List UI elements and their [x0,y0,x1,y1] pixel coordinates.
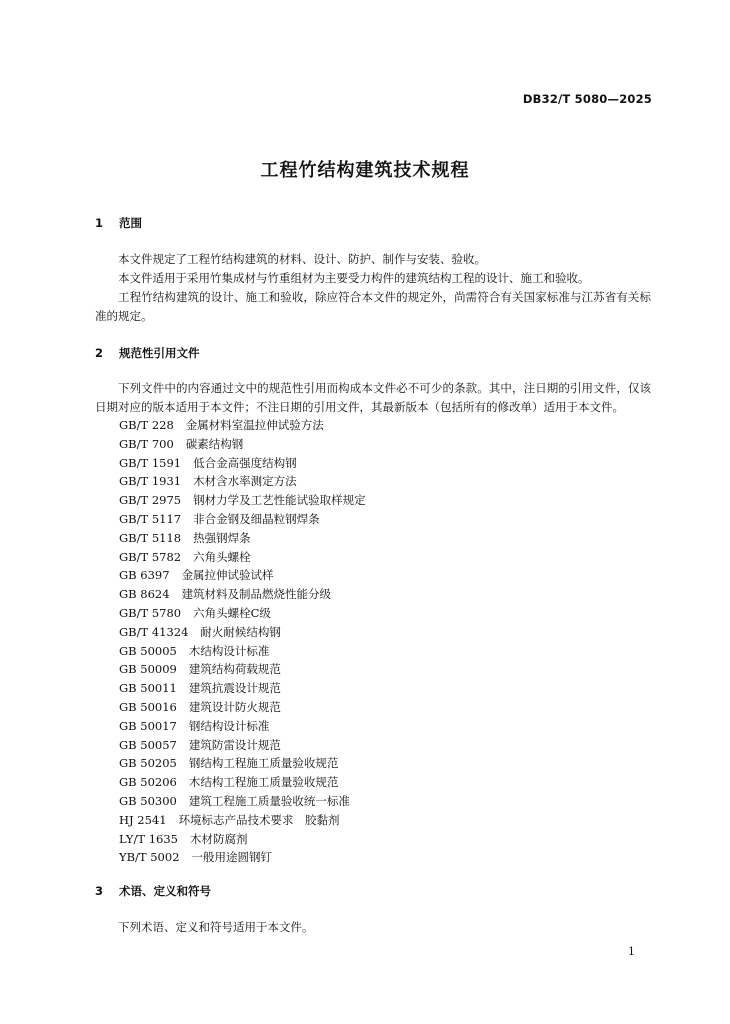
reference-name: 木结构设计标准 [188,643,270,658]
reference-item [119,416,366,435]
reference-name: 钢材力学及工艺性能试验取样规定 [193,493,366,508]
reference-item [119,454,366,473]
reference-item [119,604,366,623]
reference-item [119,811,366,830]
reference-code: GB 50057 [119,737,177,752]
reference-code: YB/T 5002 [119,850,180,865]
reference-code: GB 50005 [119,643,177,658]
section-title: 范围 [119,216,142,230]
reference-name: 木材防腐剂 [189,831,248,846]
reference-name: 低合金高强度结构钢 [193,455,297,470]
reference-code: GB/T 228 [119,418,174,432]
reference-name: 六角头螺栓 [193,549,251,564]
reference-name: 木结构工程施工质量验收规范 [188,775,339,790]
reference-code: GB 50205 [119,756,177,771]
reference-name: 建筑工程施工质量验收统一标准 [188,793,350,808]
reference-item [119,830,366,849]
reference-item [119,510,366,529]
section-2-intro: 下列文件中的内容通过文中的规范性引用而构成本文件必不可少的条款。其中，注日期的引用文件，仅该日期对应的版本适用于本文件；不注日期的引用文件，其最新版本（包括所有的修改单）适用于本文件。 [95,381,651,414]
reference-item [119,548,366,567]
reference-item [119,679,366,698]
page-number: 1 [628,945,635,958]
reference-name: 环境标志产品技术要求 胶黏剂 [178,812,340,827]
reference-name: 建筑材料及制品燃烧性能分级 [181,587,332,602]
section-title: 术语、定义和符号 [119,884,211,898]
reference-name: 建筑抗震设计规范 [188,681,281,696]
reference-name: 钢结构工程施工质量验收规范 [188,756,339,771]
reference-code: GB 50300 [119,793,177,808]
reference-item [119,660,366,679]
reference-item [119,848,366,867]
reference-name: 建筑结构荷载规范 [188,662,281,677]
reference-item [119,435,366,454]
section-number: 3 [95,884,104,898]
reference-code: GB/T 41324 [119,624,189,639]
document-title: 工程竹结构建筑技术规程 [260,160,470,181]
section-number: 2 [95,346,104,360]
section-1-paragraph-2: 本文件适用于采用竹集成材与竹重组材为主要受力构件的建筑结构工程的设计、施工和验收。 [118,271,590,285]
reference-code: GB 50011 [119,681,177,696]
reference-name: 非合金钢及细晶粒钢焊条 [193,511,320,526]
reference-item [119,491,366,510]
reference-code: GB 50009 [119,662,177,677]
section-3-intro: 下列术语、定义和符号适用于本文件。 [118,920,314,934]
reference-code: GB/T 1931 [119,474,182,489]
reference-code: GB 50017 [119,718,177,733]
reference-item [119,566,366,585]
reference-code: GB/T 700 [119,436,174,451]
section-title: 规范性引用文件 [119,346,200,360]
reference-item [119,717,366,736]
reference-code: GB 50016 [119,699,177,714]
section-3-heading [95,883,211,899]
reference-item [119,773,366,792]
reference-name: 钢结构设计标准 [188,718,270,733]
reference-name: 建筑防雷设计规范 [188,737,281,752]
reference-item [119,472,366,491]
reference-name: 六角头螺栓C级 [193,605,271,620]
section-number: 1 [95,216,104,230]
section-1-paragraph-3: 工程竹结构建筑的设计、施工和验收，除应符合本文件的规定外，尚需符合有关国家标准与江苏省有关标准的规定。 [95,290,651,323]
reference-code: GB 6397 [119,568,170,583]
reference-list [119,416,366,867]
reference-code: GB/T 5782 [119,549,182,564]
reference-name: 一般用途圆钢钉 [191,850,273,865]
section-1-heading [95,215,142,231]
reference-item [119,623,366,642]
reference-name: 金属材料室温拉伸试验方法 [185,418,324,432]
reference-code: LY/T 1635 [119,831,178,846]
reference-name: 碳素结构钢 [185,436,244,451]
reference-item [119,698,366,717]
reference-name: 木材含水率测定方法 [193,474,297,489]
reference-name: 热强钢焊条 [193,530,251,545]
reference-code: GB/T 1591 [119,455,182,470]
reference-item [119,792,366,811]
reference-item [119,642,366,661]
document-code: DB32/T 5080—2025 [522,92,652,106]
reference-name: 金属拉伸试验试样 [181,568,274,583]
reference-item [119,736,366,755]
reference-name: 耐火耐候结构钢 [200,624,281,639]
reference-code: HJ 2541 [119,812,167,827]
reference-code: GB 50206 [119,775,177,790]
reference-code: GB/T 5117 [119,511,182,526]
reference-item [119,529,366,548]
reference-item [119,754,366,773]
section-2-heading [95,345,200,361]
reference-code: GB/T 2975 [119,493,182,508]
reference-code: GB/T 5118 [119,530,182,545]
reference-item [119,585,366,604]
section-1-paragraph-1: 本文件规定了工程竹结构建筑的材料、设计、防护、制作与安装、验收。 [118,252,486,266]
reference-name: 建筑设计防火规范 [188,699,281,714]
reference-code: GB/T 5780 [119,605,182,620]
reference-code: GB 8624 [119,587,170,602]
